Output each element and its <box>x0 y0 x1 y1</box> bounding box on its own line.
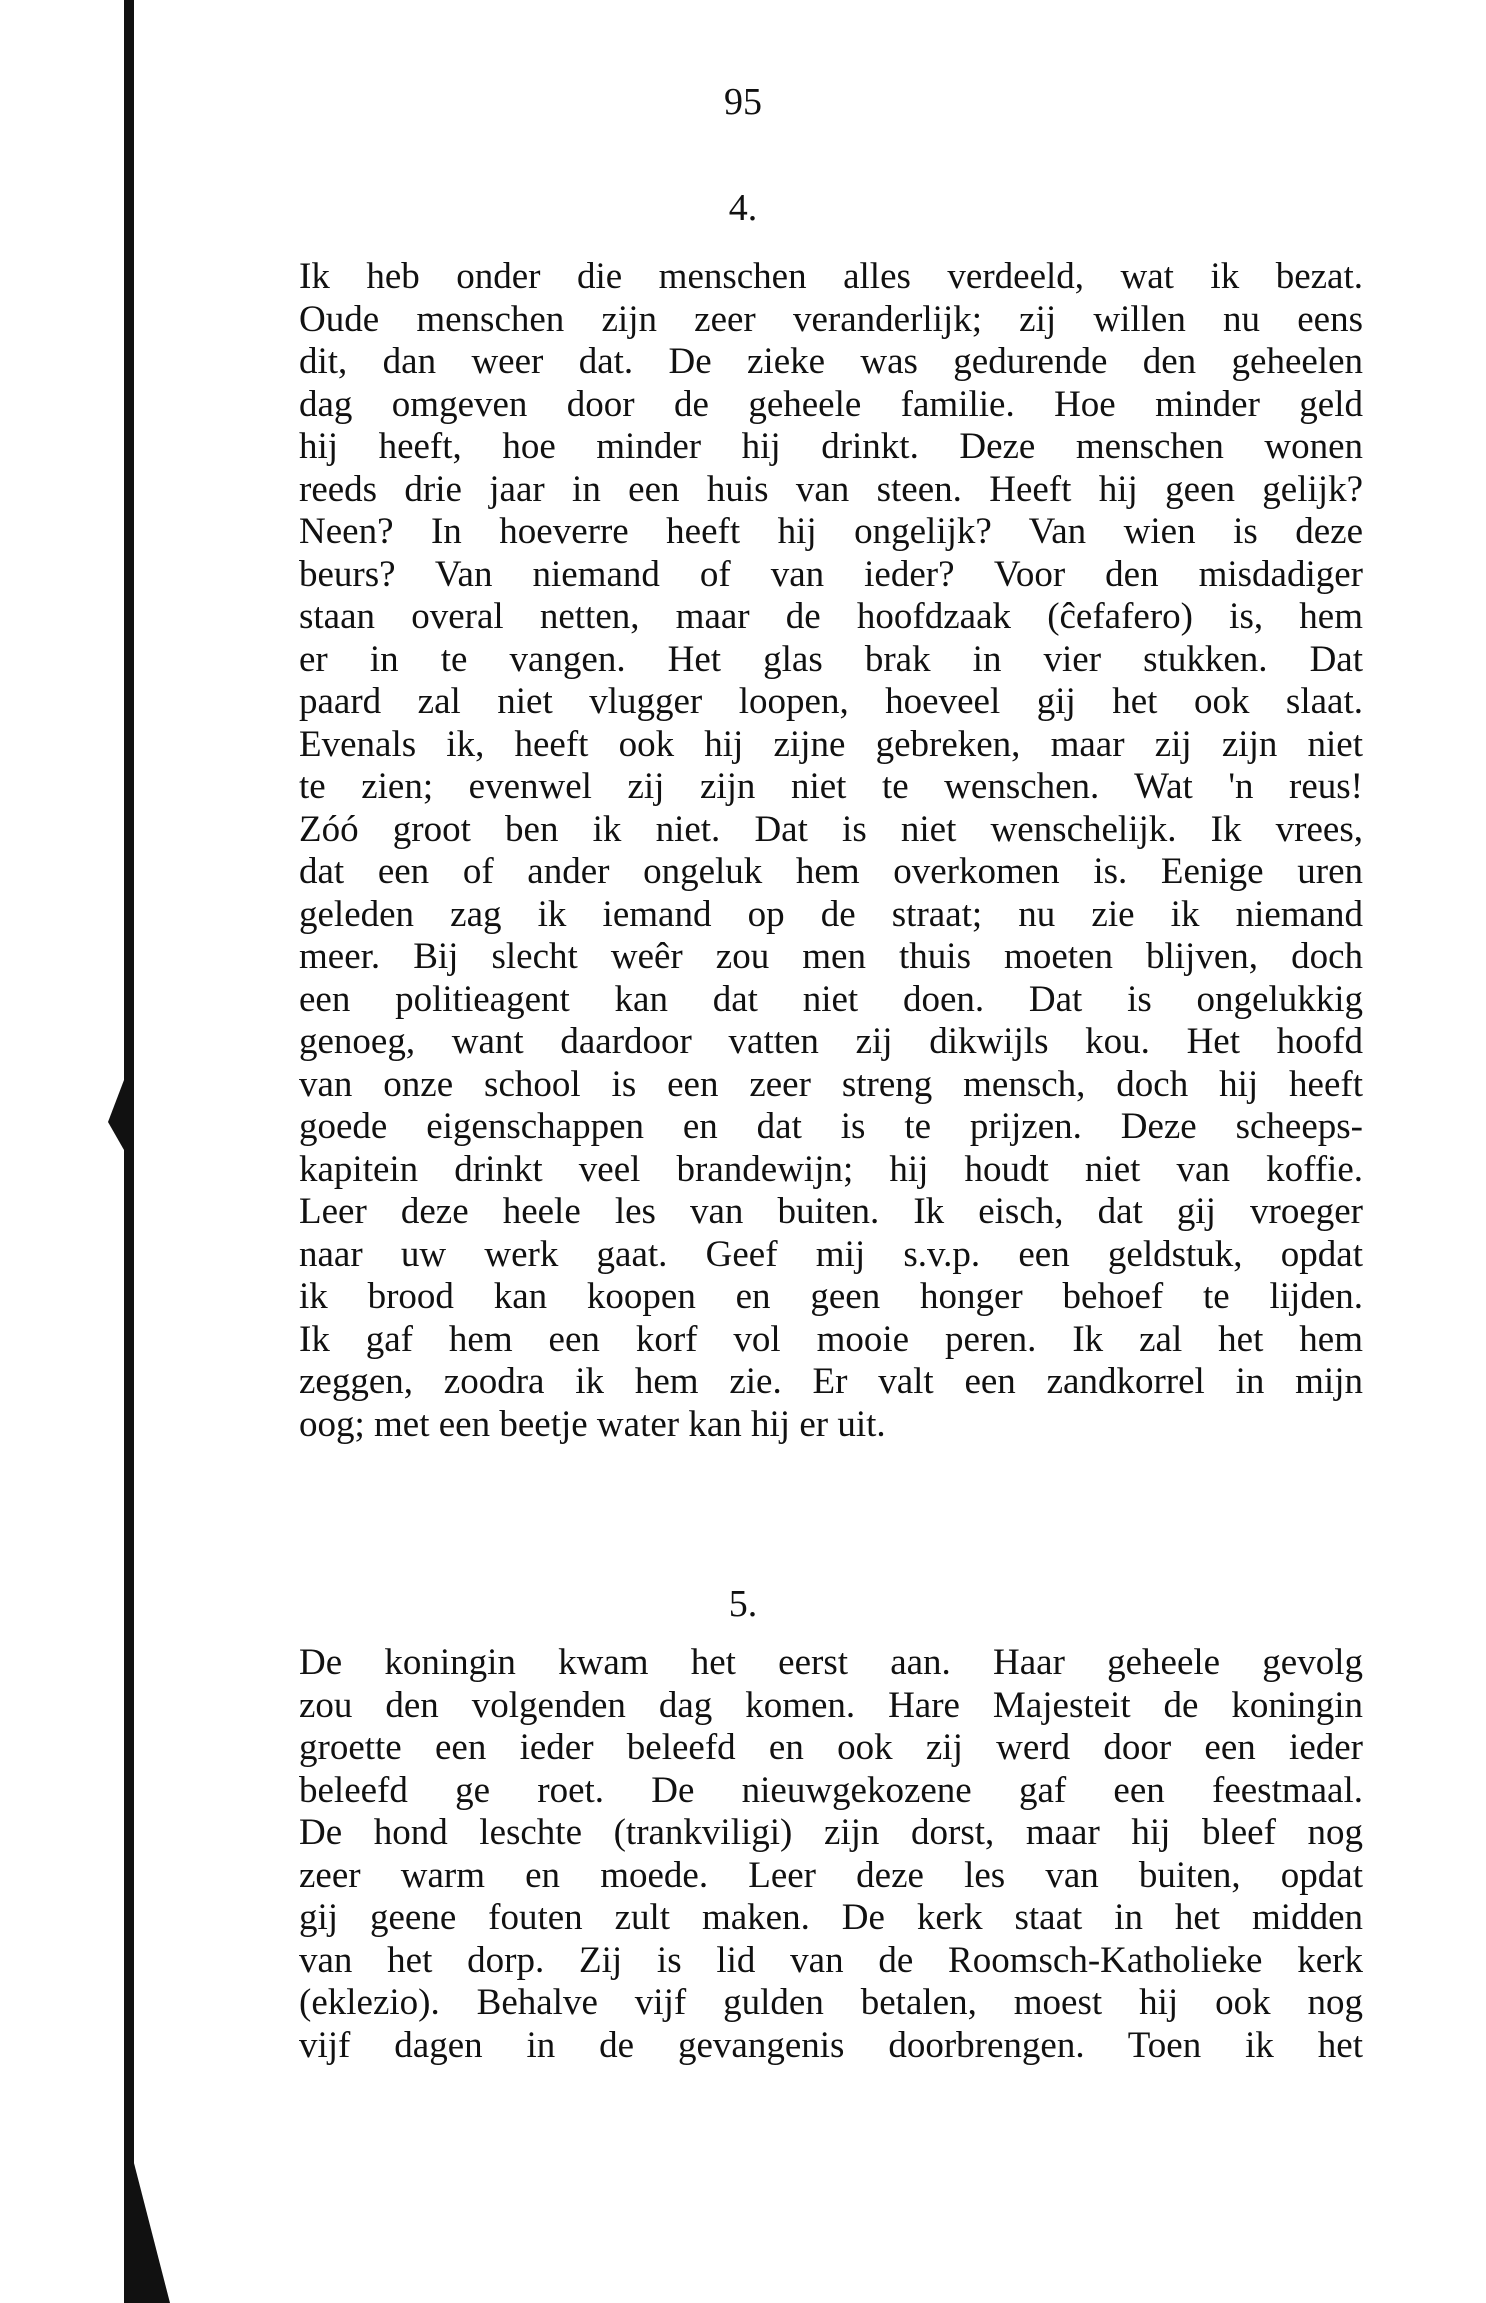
text-line: zeggen, zoodra ik hem zie. Er valt een zandkorrel in mijn <box>299 1361 1363 1402</box>
page-number: 95 <box>724 81 762 123</box>
text-line: van het dorp. Zij is lid van de Roomsch-Katholieke kerk <box>299 1939 1363 1981</box>
text-line: staan overal netten, maar de hoofdzaak (ĉefafero) is, hem <box>299 596 1363 637</box>
section-5-paragraph <box>299 1642 1363 2067</box>
text-line: te zien; evenwel zij zijn niet te wenschen. Wat 'n reus! <box>299 766 1363 807</box>
text-line: De hond leschte (trankviligi) zijn dorst, maar hij bleef nog <box>299 1812 1363 1853</box>
text-line: beleefd ge roet. De nieuwgekozene gaf een feestmaal. <box>299 1769 1363 1811</box>
text-line: Ik gaf hem een korf vol mooie peren. Ik zal het hem <box>299 1318 1363 1360</box>
book-spine-edge <box>124 0 134 2303</box>
spine-foot-mark <box>124 2160 170 2303</box>
text-line: paard zal niet vlugger loopen, hoeveel gij het ook slaat. <box>299 681 1363 722</box>
text-line: Evenals ik, heeft ook hij zijne gebreken, maar zij zijn niet <box>299 723 1363 765</box>
text-line: naar uw werk gaat. Geef mij s.v.p. een geldstuk, opdat <box>299 1233 1363 1275</box>
text-line: reeds drie jaar in een huis van steen. Heeft hij geen gelijk? <box>299 468 1363 510</box>
section-number-4: 4. <box>728 187 758 229</box>
text-line: Ik heb onder die menschen alles verdeeld, wat ik bezat. <box>299 256 1363 297</box>
text-line: gij geene fouten zult maken. De kerk staat in het midden <box>299 1897 1363 1938</box>
text-line: goede eigenschappen en dat is te prijzen. Deze scheeps- <box>299 1106 1363 1147</box>
text-line: hij heeft, hoe minder hij drinkt. Deze menschen wonen <box>299 426 1363 467</box>
text-line: Neen? In hoeverre heeft hij ongelijk? Van wien is deze <box>299 511 1363 552</box>
text-line: vijf dagen in de gevangenis doorbrengen. Toen ik het <box>299 2024 1363 2066</box>
text-line: dat een of ander ongeluk hem overkomen is. Eenige uren <box>299 851 1363 892</box>
text-line: zeer warm en moede. Leer deze les van buiten, opdat <box>299 1854 1363 1896</box>
spine-notch-mark <box>108 1080 124 1150</box>
text-line: zou den volgenden dag komen. Hare Majesteit de koningin <box>299 1684 1363 1726</box>
text-line: dag omgeven door de geheele familie. Hoe minder geld <box>299 383 1363 425</box>
section-number-5: 5. <box>728 1583 758 1625</box>
text-line: beurs? Van niemand of van ieder? Voor den misdadiger <box>299 553 1363 595</box>
section-4-paragraph <box>299 256 1363 1446</box>
text-line: geleden zag ik iemand op de straat; nu zie ik niemand <box>299 893 1363 935</box>
text-line: er in te vangen. Het glas brak in vier stukken. Dat <box>299 638 1363 680</box>
text-line: van onze school is een zeer streng mensch, doch hij heeft <box>299 1063 1363 1105</box>
text-line: dit, dan weer dat. De zieke was gedurende den geheelen <box>299 341 1363 382</box>
text-line: Leer deze heele les van buiten. Ik eisch, dat gij vroeger <box>299 1191 1363 1232</box>
text-line: ik brood kan koopen en geen honger behoef te lijden. <box>299 1276 1363 1317</box>
text-line: groette een ieder beleefd en ook zij werd door een ieder <box>299 1727 1363 1768</box>
text-line: (eklezio). Behalve vijf gulden betalen, moest hij ook nog <box>299 1982 1363 2023</box>
text-line: oog; met een beetje water kan hij er uit. <box>299 1403 886 1445</box>
text-line: Oude menschen zijn zeer veranderlijk; zij willen nu eens <box>299 298 1363 340</box>
text-line: De koningin kwam het eerst aan. Haar geheele gevolg <box>299 1642 1363 1683</box>
text-line: meer. Bij slecht weêr zou men thuis moeten blijven, doch <box>299 936 1363 977</box>
text-line: een politieagent kan dat niet doen. Dat is ongelukkig <box>299 978 1363 1020</box>
text-line: genoeg, want daardoor vatten zij dikwijls kou. Het hoofd <box>299 1021 1363 1062</box>
text-line: kapitein drinkt veel brandewijn; hij houdt niet van koffie. <box>299 1148 1363 1190</box>
text-line: Zóó groot ben ik niet. Dat is niet wenschelijk. Ik vrees, <box>299 808 1363 850</box>
